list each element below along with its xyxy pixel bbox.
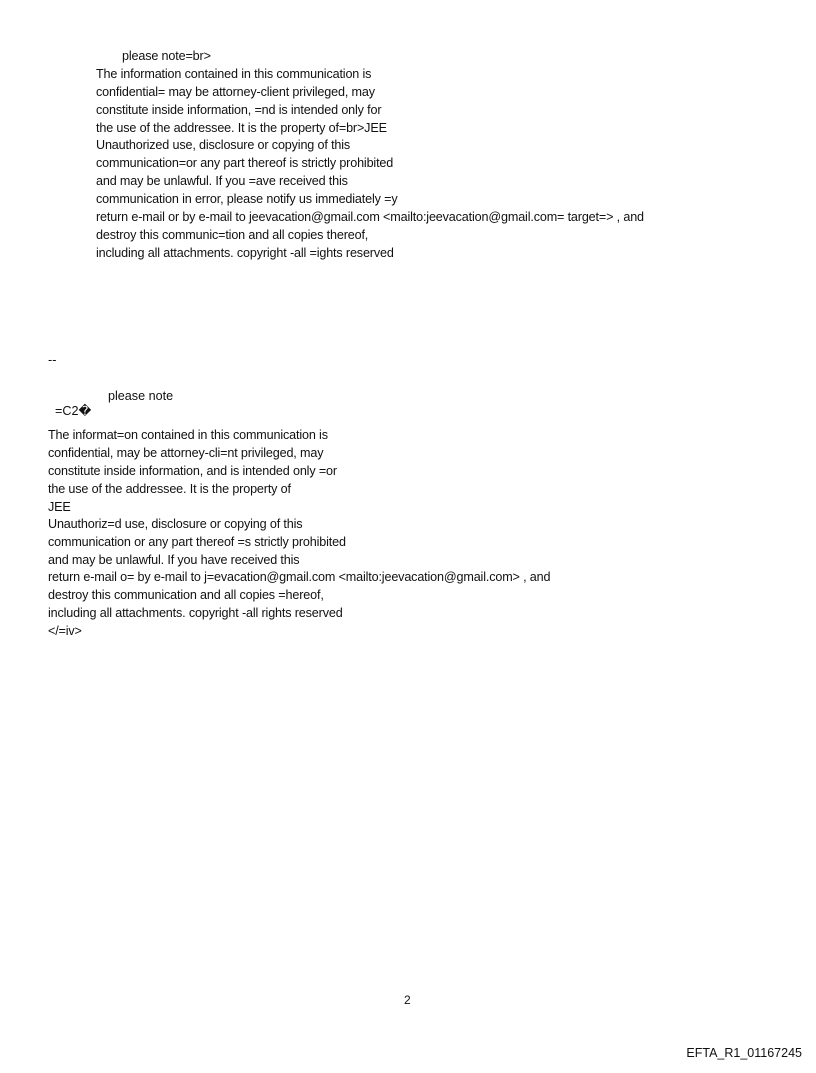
text-line: including all attachments. copyright -all =ights reserved (96, 245, 394, 260)
text-line: communication=or any part thereof is strictly prohibited (96, 156, 394, 171)
please-note-text: please note (108, 389, 174, 403)
text-line: return e-mail o= by e-mail to j=evacation@gmail.com <mailto:jeevacation@gmail.com> , and (48, 570, 551, 584)
text-line: </=iv> (48, 623, 82, 638)
text-line: return e-mail or by e-mail to jeevacation@gmail.com <mailto:jeevacation@gmail.com= target=> , and (96, 210, 644, 225)
page-number: 2 (404, 993, 411, 1007)
disclaimer-block-3 (48, 569, 550, 641)
text-line: please note=br> (122, 49, 211, 63)
please-note-line (48, 389, 174, 432)
text-line: confidential= may be attorney-client privileged, may (96, 84, 375, 99)
text-line: the use of the addressee. It is the property of=br>JEE (96, 120, 387, 135)
document-id: EFTA_R1_01167245 (686, 1046, 802, 1060)
text-line: including all attachments. copyright -all rights reserved (48, 605, 343, 620)
text-line: the use of the addressee. It is the property of (48, 481, 291, 496)
text-line: and may be unlawful. If you have received this (48, 553, 300, 568)
text-line: constitute inside information, and is intended only =or (48, 463, 337, 478)
text-line: Unauthorized use, disclosure or copying of this (96, 138, 351, 153)
text-line: destroy this communic=tion and all copies thereof, (96, 227, 369, 242)
text-line: communication in error, please notify us immediately =y (96, 192, 398, 207)
disclaimer-block-2 (48, 427, 346, 570)
encoding-prefix: =C2� (55, 404, 92, 418)
text-line: Unauthoriz=d use, disclosure or copying of this (48, 517, 303, 532)
separator: -- (48, 353, 57, 367)
disclaimer-block-1 (96, 48, 644, 263)
text-line: constitute inside information, =nd is intended only for (96, 102, 382, 117)
text-line: The informat=on contained in this communication is (48, 428, 328, 442)
text-line: The information contained in this communication is (96, 66, 372, 81)
text-line: JEE (48, 499, 71, 514)
text-line: destroy this communication and all copies =hereof, (48, 587, 324, 602)
text-line: confidential, may be attorney-cli=nt privileged, may (48, 445, 324, 460)
text-line: communication or any part thereof =s strictly prohibited (48, 535, 346, 550)
text-line: and may be unlawful. If you =ave received this (96, 174, 348, 189)
